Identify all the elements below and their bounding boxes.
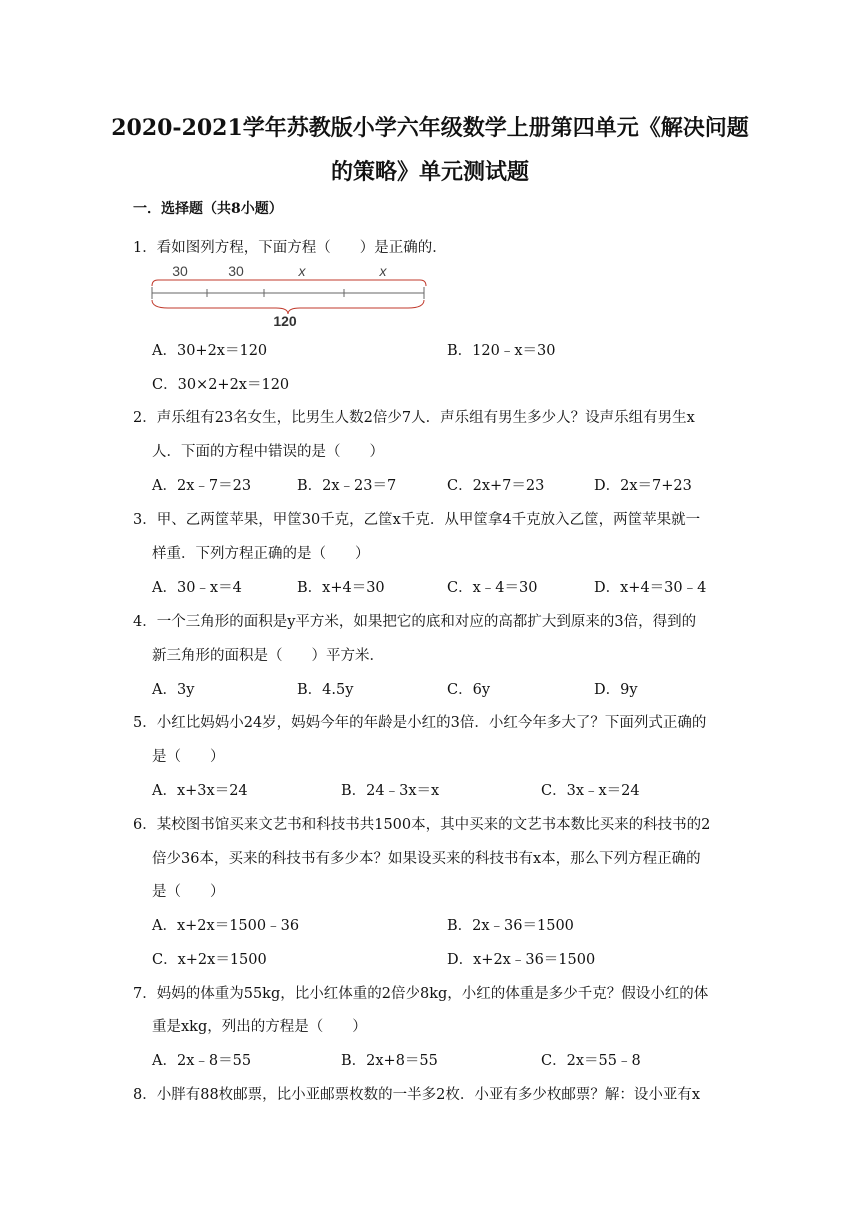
option[interactable]: B．2x﹣36＝1500 [447, 918, 574, 934]
option[interactable]: C．30×2+2x＝120 [152, 377, 290, 393]
option[interactable]: C．x+2x＝1500 [152, 952, 267, 968]
option[interactable]: B．120﹣x＝30 [447, 343, 556, 359]
diagram-segment-label: x [298, 263, 306, 279]
option[interactable]: A．3y [152, 682, 195, 698]
option[interactable]: B．2x+8＝55 [341, 1053, 438, 1069]
option[interactable]: A．x+2x＝1500﹣36 [152, 918, 300, 934]
option[interactable]: D．x+2x﹣36＝1500 [447, 952, 596, 968]
question-6-text: 6．某校图书馆买来文艺书和科技书共1500本，其中买来的文艺书本数比买来的科技书的2 [133, 817, 711, 833]
question-5-text: 是（ ） [152, 749, 225, 765]
option[interactable]: A．2x﹣8＝55 [152, 1053, 252, 1069]
diagram-segment-label: 30 [228, 263, 244, 279]
question-1-diagram [148, 262, 430, 332]
option[interactable]: B．x+4＝30 [297, 580, 385, 596]
option[interactable]: C．2x+7＝23 [447, 478, 545, 494]
diagram-top-brace [152, 280, 426, 286]
option[interactable]: C．x﹣4＝30 [447, 580, 538, 596]
page-title-line-2: 的策略》单元测试题 [330, 159, 529, 185]
page-title-line-1: 2020-2021学年苏教版小学六年级数学上册第四单元《解决问题 [111, 115, 749, 141]
question-2-text: 2．声乐组有23名女生，比男生人数2倍少7人．声乐组有男生多少人？设声乐组有男生x [133, 410, 695, 426]
option[interactable]: D．2x＝7+23 [594, 478, 692, 494]
section-heading: 一．选择题（共8小题） [133, 201, 283, 217]
option[interactable]: A．30﹣x＝4 [152, 580, 242, 596]
option[interactable]: C．3x﹣x＝24 [541, 783, 640, 799]
option[interactable]: A．2x﹣7＝23 [152, 478, 252, 494]
option[interactable]: C．2x＝55﹣8 [541, 1053, 641, 1069]
option[interactable]: A．30+2x＝120 [152, 343, 268, 359]
diagram-segment-label: x [379, 263, 387, 279]
question-6-text: 倍少36本，买来的科技书有多少本？如果设买来的科技书有x本，那么下列方程正确的 [152, 851, 701, 867]
question-7-text: 重是xkg，列出的方程是（ ） [152, 1019, 367, 1035]
question-3-text: 样重．下列方程正确的是（ ） [152, 546, 370, 562]
option[interactable]: B．24﹣3x＝x [341, 783, 440, 799]
question-3-text: 3．甲、乙两筐苹果，甲筐30千克，乙筐x千克．从甲筐拿4千克放入乙筐，两筐苹果就一 [133, 512, 701, 528]
option[interactable]: C．6y [447, 682, 491, 698]
question-1-text: 1．看如图列方程，下面方程（ ）是正确的． [133, 240, 447, 256]
question-4-text: 新三角形的面积是（ ）平方米． [152, 648, 384, 664]
question-6-text: 是（ ） [152, 884, 225, 900]
diagram-segment-label: 30 [172, 263, 188, 279]
option[interactable]: B．4.5y [297, 682, 354, 698]
question-8-text: 8．小胖有88枚邮票，比小亚邮票枚数的一半多2枚．小亚有多少枚邮票？解：设小亚有x [133, 1087, 701, 1103]
option[interactable]: B．2x﹣23＝7 [297, 478, 397, 494]
question-7-text: 7．妈妈的体重为55kg，比小红体重的2倍少8kg，小红的体重是多少千克？假设小红的体 [133, 986, 709, 1002]
option[interactable]: D．9y [594, 682, 638, 698]
question-5-text: 5．小红比妈妈小24岁，妈妈今年的年龄是小红的3倍．小红今年多大了？下面列式正确的 [133, 715, 707, 731]
diagram-bottom-brace [152, 300, 424, 314]
question-2-text: 人．下面的方程中错误的是（ ） [152, 444, 384, 460]
diagram-total-label: 120 [273, 313, 297, 329]
option[interactable]: A．x+3x＝24 [152, 783, 248, 799]
question-4-text: 4．一个三角形的面积是y平方米，如果把它的底和对应的高都扩大到原来的3倍，得到的 [133, 614, 697, 630]
option[interactable]: D．x+4＝30﹣4 [594, 580, 707, 596]
